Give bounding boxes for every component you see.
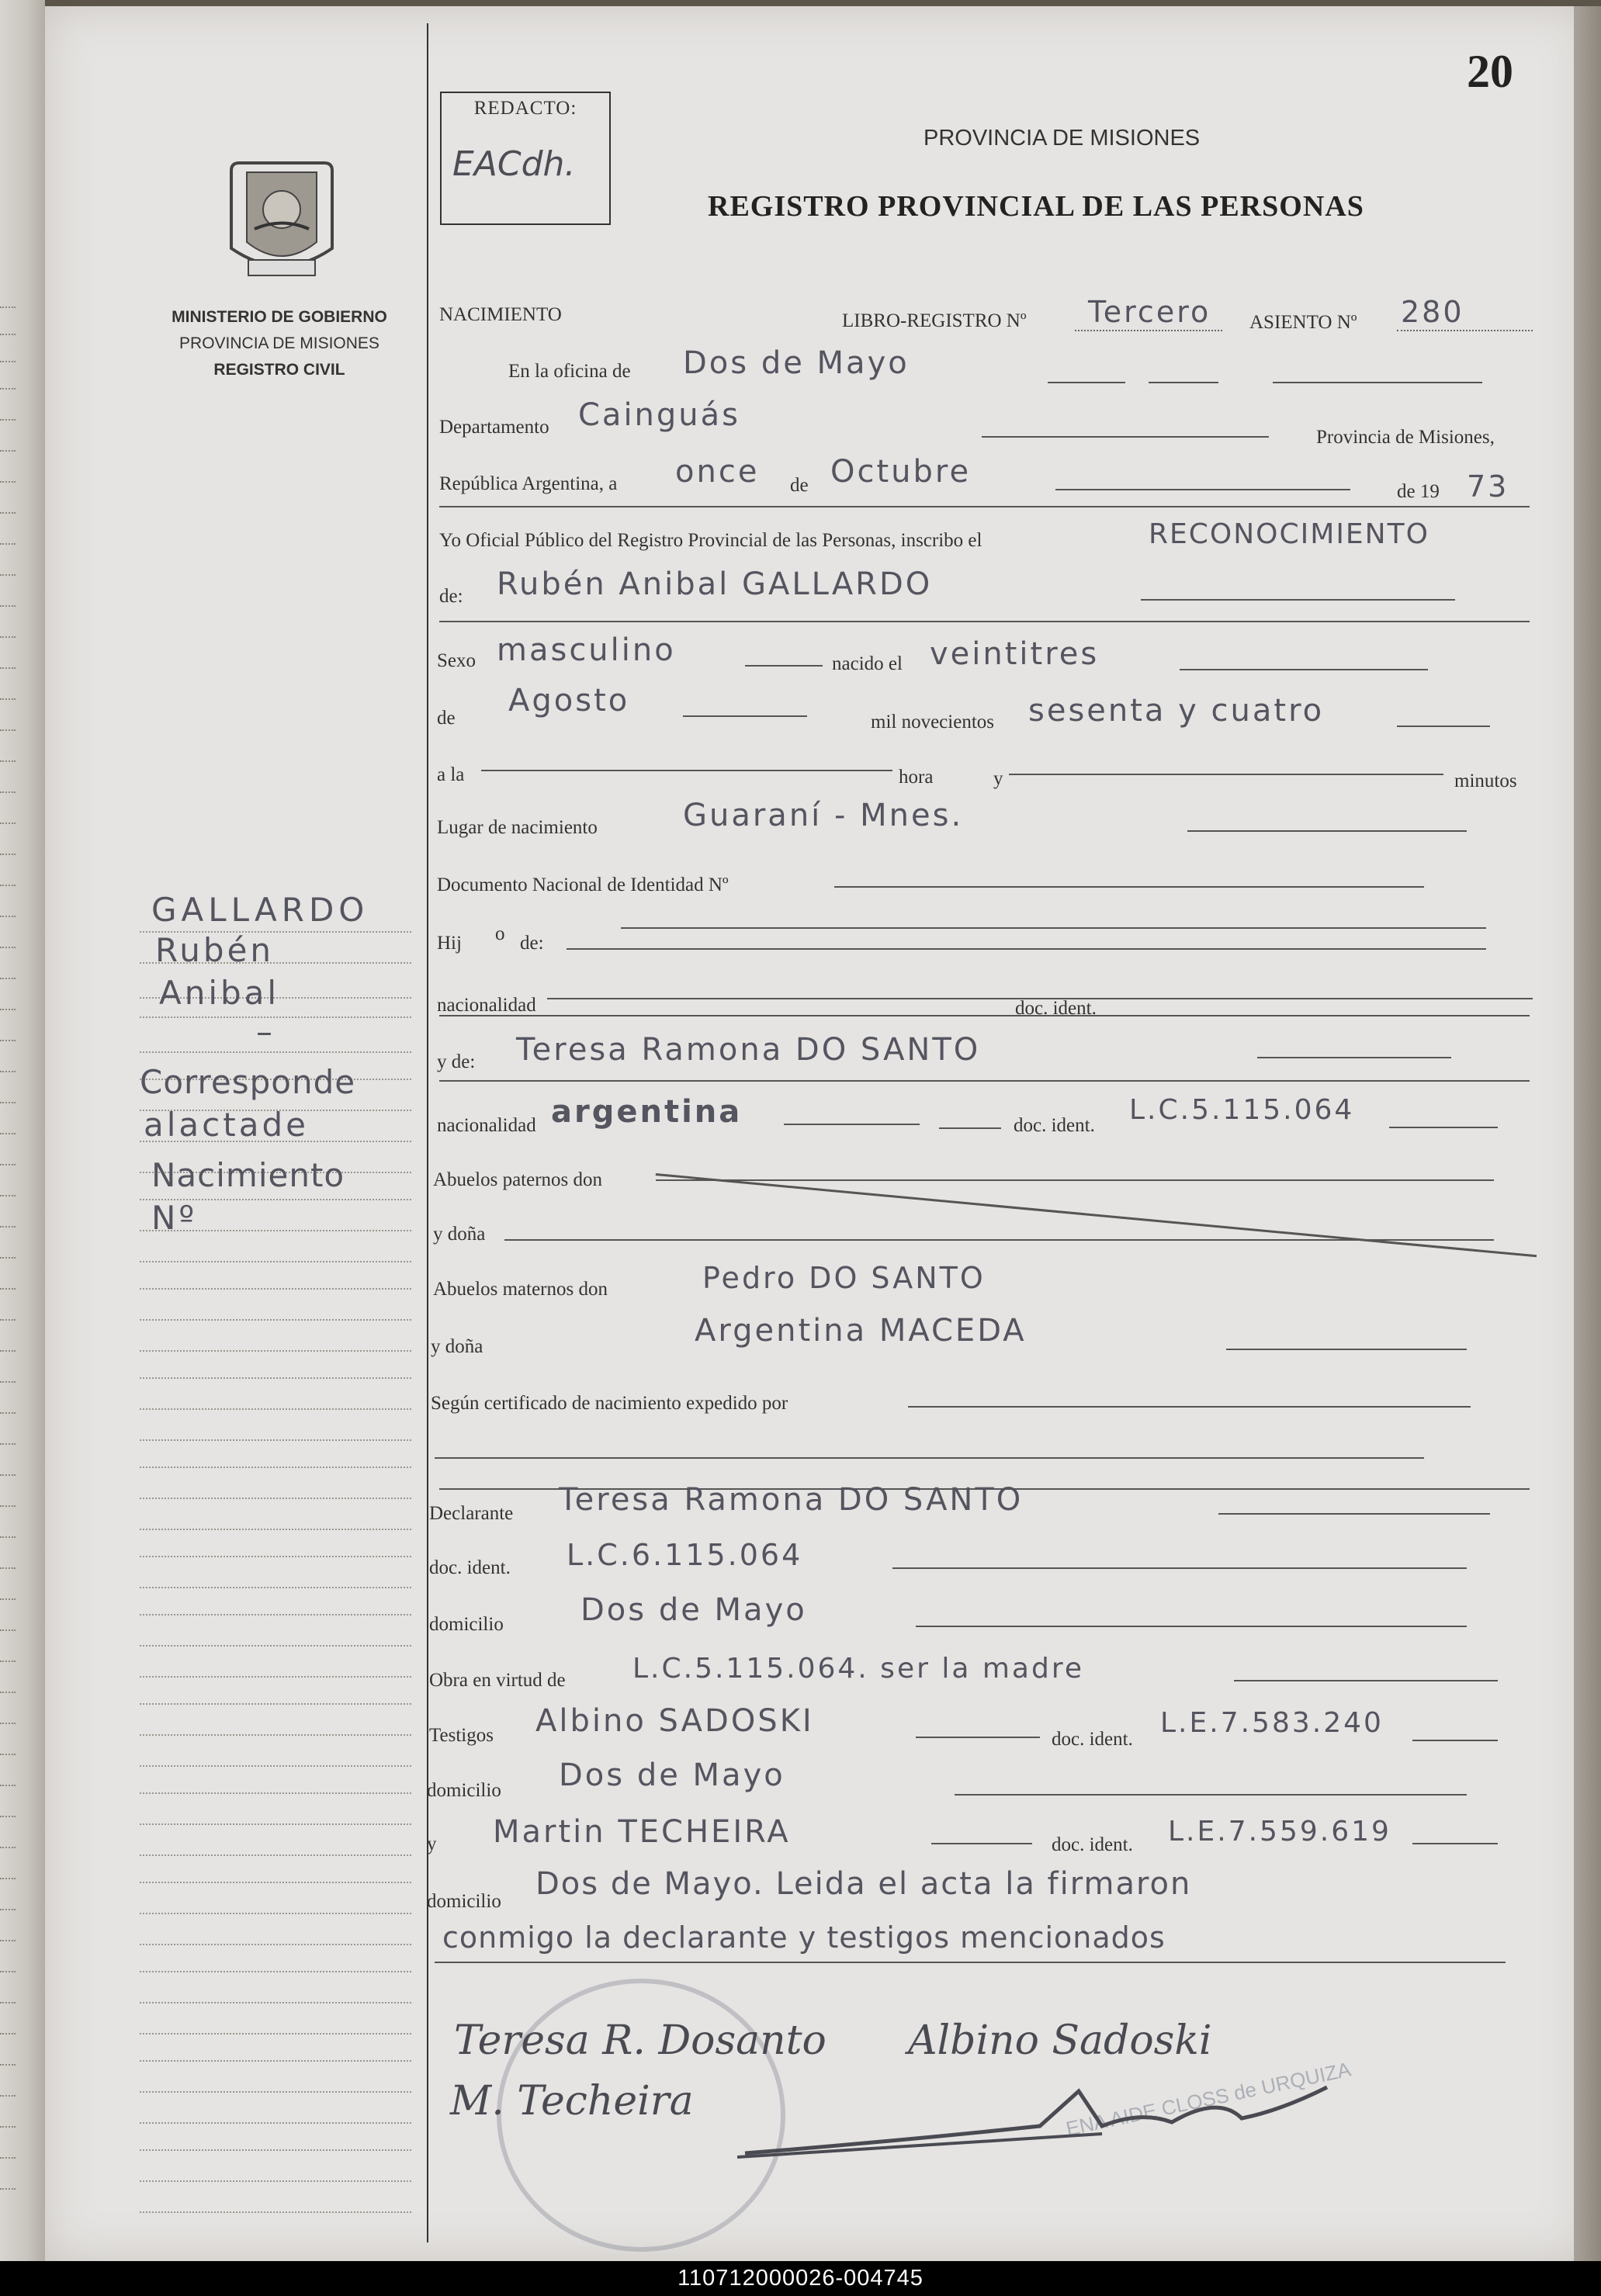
obra-label: Obra en virtud de [429,1670,566,1691]
ministry-line: MINISTERIO DE GOBIERNO [172,308,387,326]
domicilio1-value: Dos de Mayo [580,1592,807,1628]
oficina-line3 [1273,382,1482,383]
margin-name1: Rubén [155,931,275,969]
separator-1 [439,506,1530,507]
declarante-label: Declarante [429,1503,514,1524]
de-anio-label: de 19 [1397,481,1440,502]
ministry-block [144,304,415,383]
madre-value: Teresa Ramona DO SANTO [516,1032,981,1068]
nacionalidad2-line2 [939,1127,1001,1129]
docident4-label: doc. ident. [1052,1729,1133,1750]
docident4-value: L.E.7.583.240 [1160,1707,1384,1739]
abuelos-p-line [656,1179,1494,1181]
hora-label: hora [899,767,934,788]
asiento-value: 280 [1401,295,1464,329]
dni-line [834,886,1424,888]
mil-label: mil novecientos [871,712,994,732]
registry-title: REGISTRO PROVINCIAL DE LAS PERSONAS [708,190,1364,223]
redacto-label: REDACTO: [473,98,577,119]
docident3-line [892,1567,1467,1569]
registrar-stamp-text: ENA AIDE CLOSS de URQUIZA [1063,2057,1353,2141]
docident4-line [1412,1740,1498,1741]
testigo2-line [931,1843,1032,1844]
oficina-line [1048,382,1125,383]
separator-3 [439,1015,1530,1016]
footer-id: 110712000026-004745 [0,2261,1601,2296]
hijo-label: Hij [437,933,462,954]
anio-value: 73 [1467,469,1509,504]
oficial-text: Yo Oficial Público del Registro Provincial de las Personas, inscribo el [439,530,982,551]
provincia-suffix: Provincia de Misiones, [1316,427,1495,448]
hijo-suffix: o [495,923,505,944]
margin-name2: Anibal [159,974,280,1012]
obra-line [1234,1680,1498,1681]
oficina-label: En la oficina de [508,361,631,382]
oficina-line2 [1149,382,1218,383]
docident2-value: L.C.5.115.064 [1129,1094,1355,1126]
domicilio3-label: domicilio [427,1891,501,1912]
page-number: 20 [1467,46,1513,97]
nacionalidad2-value: argentina [551,1094,743,1130]
lugar-line [1187,830,1467,832]
libro-value: Tercero [1088,295,1211,329]
republica-label: República Argentina, a [439,473,618,494]
redacto-box [440,92,611,225]
docident1-label: doc. ident. [1015,998,1097,1019]
docident2-line [1389,1127,1498,1128]
domicilio2-label: domicilio [427,1780,501,1801]
de-label: de: [439,586,463,607]
y-label: y [993,768,1003,789]
lugar-value: Guaraní - Mnes. [683,798,964,833]
madre-line [1257,1057,1451,1058]
abuelos-m-label: Abuelos maternos don [433,1279,608,1300]
page-edge [1574,6,1601,2261]
nacionalidad2-label: nacionalidad [437,1115,536,1136]
margin-surname: GALLARDO [151,891,369,929]
margin-nacimiento: Nacimiento [151,1156,345,1194]
anio-nac-value: sesenta y cuatro [1028,693,1325,729]
redacto-initials: EACdh. [452,144,576,184]
abuelo-m-value: Pedro DO SANTO [702,1261,986,1295]
lugar-label: Lugar de nacimiento [437,817,598,838]
docident5-line [1412,1843,1498,1844]
testigo2-value: Martin TECHEIRA [493,1814,791,1850]
domicilio3-value: Dos de Mayo. Leida el acta la firmaron [535,1866,1192,1902]
abuela-m-value: Argentina MACEDA [695,1313,1027,1349]
testigos-label: Testigos [429,1725,494,1746]
inscribo-value: RECONOCIMIENTO [1149,518,1429,550]
libro-line [1075,330,1222,331]
certificado-line2 [435,1457,1424,1459]
hora-strike-line [481,770,892,771]
sexo-label: Sexo [437,650,476,671]
province-header: PROVINCIA DE MISIONES [924,126,1201,151]
registry-line: REGISTRO CIVIL [213,361,345,379]
de-label-2: de [437,708,456,729]
mes-line [1055,489,1350,490]
nacido-label: nacido el [832,653,903,674]
padre-strike-line [621,927,1486,929]
yde-label: y de: [437,1051,476,1072]
closing-value: conmigo la declarante y testigos mencionados [442,1920,1166,1955]
obra-value: L.C.5.115.064. ser la madre [632,1653,1084,1685]
asiento-label: ASIENTO Nº [1249,312,1357,333]
y2-label: y [427,1834,437,1854]
nombre-line [1141,599,1455,601]
nombre-value: Rubén Anibal GALLARDO [497,566,933,602]
nacionalidad1-label: nacionalidad [437,995,536,1016]
separator-4 [439,1080,1530,1082]
ydona2-label: y doña [431,1336,483,1357]
domicilio1-label: domicilio [429,1614,504,1635]
signature-witness-1: Albino Sadoski [908,2017,1212,2064]
book-binding [0,0,45,2261]
anio-nac-line [1397,726,1490,727]
mes-nac-value: Agosto [508,683,630,719]
domicilio2-line [955,1794,1467,1796]
minutos-strike-line [1009,774,1443,775]
dni-label: Documento Nacional de Identidad Nº [437,874,729,895]
mes-nac-line [683,715,807,717]
departamento-value: Cainguás [578,397,740,433]
departamento-label: Departamento [439,417,549,438]
officer-signature-icon [737,2080,1374,2165]
provincial-seal-icon [224,155,340,287]
libro-label: LIBRO-REGISTRO Nº [842,310,1027,331]
margin-corresponde: Corresponde [140,1063,356,1101]
margin-numero: Nº [151,1199,198,1237]
margin-dash: – [256,1013,275,1051]
abuelos-p-label: Abuelos paternos don [433,1169,603,1190]
asiento-line [1397,330,1533,331]
nacido-value: veintitres [930,636,1100,672]
testigo1-line [916,1737,1040,1738]
nacionalidad2-line [784,1124,920,1125]
de-label-1: de [790,475,809,496]
nacido-line [1180,669,1428,670]
signature-declarante: Teresa R. Dosanto [454,2017,826,2064]
docident5-label: doc. ident. [1052,1834,1133,1855]
oficina-value: Dos de Mayo [683,345,910,381]
closing-line [435,1962,1506,1963]
declarante-line [1218,1513,1490,1515]
declarante-value: Teresa Ramona DO SANTO [559,1482,1024,1518]
sexo-line [745,665,823,667]
certificado-line [908,1406,1471,1408]
domicilio2-value: Dos de Mayo [559,1757,785,1793]
separator-2 [439,621,1530,622]
nacimiento-label: NACIMIENTO [439,304,562,325]
province-line: PROVINCIA DE MISIONES [179,334,379,352]
certificado-label: Según certificado de nacimiento expedido por [431,1393,788,1414]
padre-line [567,948,1486,950]
departamento-line [982,436,1269,438]
ala-label: a la [437,764,465,785]
signature-witness-2: M. Techeira [450,2078,694,2125]
ydona1-label: y doña [433,1224,486,1245]
margin-alactade: alactade [144,1106,309,1144]
abuela-m-line [1226,1349,1467,1350]
domicilio1-line [916,1626,1467,1627]
hijo-de-label: de: [520,933,544,954]
minutos-label: minutos [1454,771,1517,791]
docident2-label: doc. ident. [1014,1115,1095,1136]
docident3-value: L.C.6.115.064 [567,1538,803,1572]
docident5-value: L.E.7.559.619 [1168,1816,1391,1848]
dia-value: once [675,454,760,490]
mes-value: Octubre [830,454,972,490]
testigo1-value: Albino SADOSKI [535,1703,814,1739]
docident3-label: doc. ident. [429,1557,511,1578]
sexo-value: masculino [497,632,676,668]
